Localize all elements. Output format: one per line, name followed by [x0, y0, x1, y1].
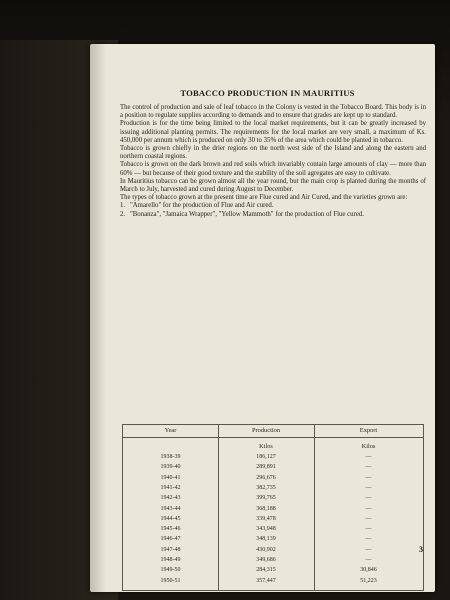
cell-production: 284,315: [256, 567, 276, 574]
column-header-year: Year: [164, 427, 177, 434]
production-table: [122, 424, 424, 591]
paragraph: Production is for the time being limited to the local market requirements, but it can be greatly increased by issuing additional planting permits. The requirements for the local market are very small, a maximum of Ks. 450,000 per annum which is produced on only 30 to 35% of the area which could be planted in tobacco.: [120, 120, 426, 144]
list-item: [120, 202, 426, 210]
cell-year: 1945-46: [160, 526, 181, 533]
cell-year: 1939-40: [160, 464, 181, 471]
cell-export: —: [365, 454, 372, 460]
cell-production: 339,478: [256, 515, 276, 522]
cell-production: 348,139: [256, 536, 276, 543]
cell-year: 1948-49: [160, 557, 181, 563]
cell-export: —: [365, 546, 372, 553]
cell-year: 1944-45: [160, 515, 181, 522]
paragraph: The types of tobacco grown at the present time are Flue cured and Air Cured, and the varieties grown are:: [120, 194, 408, 202]
cell-export: —: [365, 515, 372, 522]
body-text: [120, 104, 426, 219]
cell-export: —: [365, 474, 372, 481]
column-header-production: Production: [251, 427, 281, 434]
cell-production: 296,676: [256, 474, 276, 481]
paragraph: The control of production and sale of leaf tobacco in the Colony is vested in the Tobacco Board. This body is in a position to regulate supplies according to demands and to ensure that grades are kept up to standard.: [120, 104, 426, 120]
list-text: "Bonanza", "Jamaica Wrapper", "Yellow Mammoth" for the production of Flue cured.: [130, 210, 364, 218]
cell-year: 1943-44: [160, 505, 181, 512]
paragraph: Tobacco is grown chiefly in the drier regions on the north west side of the Island and along the eastern and northern coastal regions.: [120, 145, 426, 161]
cell-year: 1942-43: [160, 495, 181, 502]
cell-production: 382,735: [256, 484, 276, 491]
list-text: "Amarello" for the production of Flue and Air cured.: [130, 202, 274, 210]
cell-production: 343,948: [256, 526, 276, 533]
cell-year: 1940-41: [160, 474, 181, 481]
cell-production: 399,765: [256, 495, 276, 502]
cell-export: —: [365, 464, 372, 471]
cell-year: 1938-39: [160, 454, 181, 460]
cell-year: 1946-47: [160, 536, 181, 543]
header-divider: [123, 437, 423, 438]
cell-production: 357,447: [256, 577, 276, 584]
cell-export: —: [365, 505, 372, 512]
cell-production: 289,891: [256, 464, 276, 471]
cell-export: —: [365, 536, 372, 543]
list-number: 2.: [120, 210, 126, 218]
column-header-export: Export: [359, 427, 378, 434]
page-title: TOBACCO PRODUCTION IN MAURITIUS: [180, 88, 355, 98]
cell-export: —: [365, 526, 372, 533]
cell-production: 349,686: [256, 557, 276, 563]
paragraph: Tobacco is grown on the dark brown and red soils which invariably contain large amounts of clay — more than 60% — but because of their good texture and the stability of the soil agregates are easy to cultivate.: [120, 161, 426, 177]
production-units: Kilos: [259, 443, 273, 450]
cell-production: 430,902: [256, 546, 276, 553]
cell-year: 1950-51: [160, 577, 181, 584]
list-item: [120, 211, 426, 219]
cell-export: —: [365, 557, 372, 563]
list-number: 1.: [120, 202, 126, 210]
cell-export: —: [365, 484, 372, 491]
paragraph: In Mauritius tobacco can be grown almost all the year round, but the main crop is planted during the months of March to July, harvested and cured during August to December.: [120, 177, 426, 194]
cell-year: 1947-48: [160, 546, 181, 553]
cell-year: 1941-42: [160, 484, 181, 491]
cell-production: 368,188: [256, 505, 276, 512]
cell-export: —: [365, 495, 372, 502]
page-number: 3: [419, 545, 423, 554]
export-units: Kilos: [361, 443, 376, 450]
cell-production: 186,127: [256, 454, 276, 460]
document-page: [90, 44, 435, 592]
cell-export: 51,223: [360, 577, 377, 584]
cell-export: 30,846: [360, 567, 377, 574]
cell-year: 1949-50: [160, 567, 181, 574]
